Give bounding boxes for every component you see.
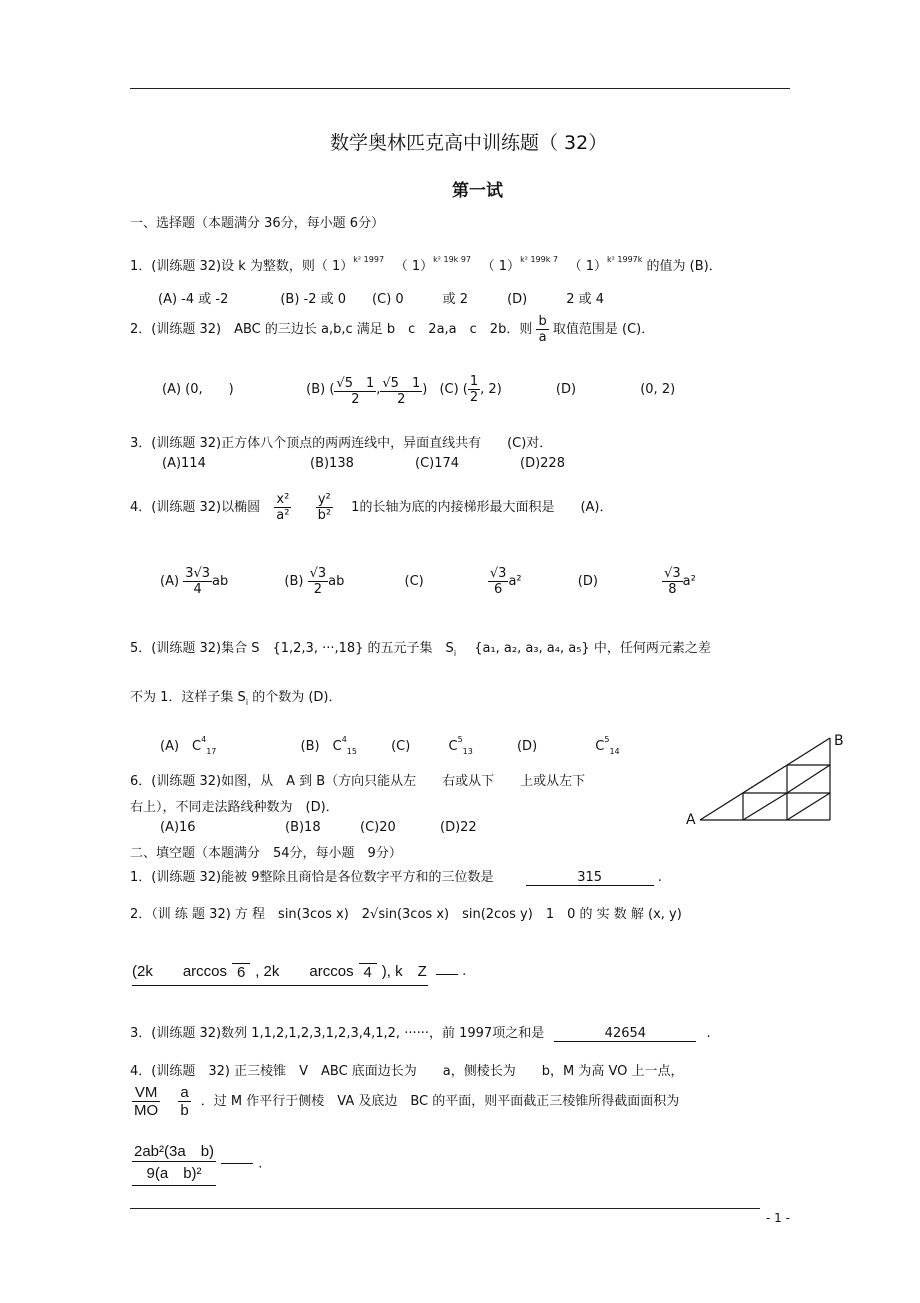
- q2-b-den-2: 2: [397, 392, 406, 407]
- q2-c-tail: , 2): [480, 382, 502, 397]
- q4-d-num: √3: [664, 566, 681, 581]
- q5-option-b: (B) C: [300, 739, 342, 754]
- q4-d-den: 8: [668, 582, 677, 597]
- figure-diag-2: [787, 793, 830, 820]
- q2-option-d-label: (D): [555, 382, 577, 397]
- q6-option-c: (C)20: [360, 820, 396, 835]
- page-title: 数学奥林匹克高中训练题（ 32）: [330, 132, 608, 154]
- q6-grid-figure: [690, 728, 850, 828]
- q2-c-num: 1: [469, 374, 479, 389]
- q4-b-den: 2: [313, 582, 322, 597]
- fill-2-frac-1: [232, 963, 250, 981]
- question-3: 3．(训练题 32)正方体八个顶点的两两连线中，异面直线共有 (C)对．: [130, 436, 553, 451]
- q4-b-label: (B): [284, 574, 304, 589]
- fill-2-ans-b: , 2k arccos: [255, 963, 354, 980]
- fill-3: [130, 1022, 711, 1042]
- fill-2-ans-c: ), k Z: [381, 963, 427, 980]
- question-5-line-2: [130, 686, 341, 705]
- fill-3-stem: 3．(训练题 32)数列 1,1,2,1,2,3,1,2,3,4,1,2, ······，前 1997项之和是: [130, 1026, 545, 1041]
- fill-4-line-2: [132, 1084, 679, 1119]
- q2-option-c-frac: [468, 374, 480, 405]
- q1-term-4: （ 1）: [575, 259, 608, 274]
- q4-x-num: x²: [274, 492, 291, 508]
- q4-y-den: b²: [317, 508, 332, 523]
- q5-option-a: (A) C: [160, 739, 202, 754]
- section-choice-heading: 一、选择题（本题满分 36分，每小题 6分）: [130, 216, 385, 231]
- footer-rule: [130, 1208, 760, 1209]
- q4-a-label: (A): [160, 574, 180, 589]
- q1-term-2: （ 1）: [401, 259, 434, 274]
- q4-c-num: √3: [489, 566, 507, 581]
- figure-diag-3: [787, 765, 830, 793]
- fill-1-answer: 315: [526, 870, 654, 886]
- header-rule: [130, 88, 790, 89]
- question-6-line-2: 右上），不同走法路线种数为 (D)．: [130, 800, 339, 815]
- fill-1: [130, 866, 662, 886]
- question-5-stem: 5．(训练题 32)集合 S {1,2,3, ···,18} 的五元子集 S: [130, 641, 454, 656]
- q4-b-tail: ab: [328, 574, 345, 589]
- q4-a-den: 4: [193, 582, 202, 597]
- fill-4-b: b: [180, 1102, 189, 1119]
- fill-4-answer: [132, 1140, 262, 1186]
- q1-tail: 的值为 (B)．: [646, 259, 722, 274]
- fill-1-end: .: [657, 870, 662, 885]
- fill-4-a: a: [180, 1084, 189, 1101]
- fill-4-ratio-right: [178, 1084, 190, 1119]
- figure-label-b: B: [834, 733, 844, 749]
- fill-3-answer: 42654: [554, 1026, 696, 1042]
- fill-1-stem: 1．(训练题 32)能被 9整除且商恰是各位数字平方和的三位数是: [130, 870, 494, 885]
- fill-4-line-1: 4．(训练题 32) 正三棱锥 V ABC 底面边长为 a，侧棱长为 b，M 为高 VO 上一点，: [130, 1064, 684, 1079]
- q5-c-label: (C): [391, 739, 411, 754]
- q2-b-num-2: √5 1: [380, 372, 422, 392]
- fill-4-mo: MO: [134, 1102, 159, 1119]
- q2-option-c-label: (C): [439, 382, 459, 397]
- q5-line2-c: 的个数为 (D)．: [252, 690, 342, 705]
- q2-frac-denominator: a: [538, 330, 547, 345]
- q4-d-label: (D): [577, 574, 598, 589]
- fill-4-end: .: [258, 1156, 263, 1172]
- fill-2-end: [436, 964, 466, 979]
- figure-hypotenuse: [700, 738, 830, 820]
- fill-4-answer-frac: [132, 1140, 216, 1186]
- q2-fraction: [536, 314, 548, 345]
- q2-b-den-1: 2: [351, 392, 360, 407]
- q4-frac-y: [316, 492, 333, 523]
- q5-set: {a₁, a₂, a₃, a₄, a₅} 中，任何两元素之差: [474, 641, 711, 656]
- q4-b-frac: [308, 566, 329, 597]
- q6-option-a: (A)16: [160, 820, 196, 835]
- fill-4-line-2-text: ．过 M 作平行于侧棱 VA 及底边 BC 的平面，则平面截正三棱锥所得截面面积为: [200, 1094, 680, 1109]
- q1-exponent-2: k² 19k 97: [433, 255, 472, 264]
- q2-frac-numerator: b: [538, 314, 547, 329]
- q5-line2-s: S: [237, 690, 246, 705]
- q1-exponent-4: k² 1997k: [607, 255, 643, 264]
- question-4-stem: 4．(训练题 32)以椭圆: [130, 500, 261, 515]
- fill-2-frac-2: [359, 963, 377, 981]
- q4-y-num: y²: [316, 492, 333, 508]
- fill-4-ans-num: 2ab²(3a b): [132, 1140, 216, 1162]
- fill-2-answer: [132, 960, 428, 986]
- fill-2-ans-a: (2k arccos: [132, 963, 228, 980]
- q1-exponent-1: k² 1997: [353, 255, 385, 264]
- q1-term-3: （ 1）: [488, 259, 521, 274]
- q5-c-sup: 5: [457, 735, 463, 744]
- q2-c-den: 2: [469, 390, 479, 405]
- question-5-options: [160, 735, 620, 754]
- question-1-options: (A) -4 或 -2 (B) -2 或 0 (C) 0 或 2 (D) 2 或 4: [158, 292, 605, 307]
- q3-option-a: (A)114: [162, 456, 206, 471]
- q5-a-sub: 17: [206, 747, 217, 756]
- q4-frac-x: [274, 492, 291, 523]
- figure-diag-1: [743, 793, 787, 820]
- q5-option-d: C: [595, 739, 605, 754]
- q5-d-label: (D): [516, 739, 538, 754]
- fill-2-den-1: 6: [236, 963, 246, 981]
- question-1: [130, 255, 722, 274]
- q2-option-a: (A) (0, ): [162, 382, 234, 397]
- q5-d-sup: 5: [604, 735, 610, 744]
- q3-option-b: (B)138: [310, 456, 354, 471]
- q5-line2-sub-i: i: [245, 698, 249, 707]
- q4-a-frac: [183, 566, 212, 597]
- q4-a-num: 3√3: [185, 566, 211, 581]
- q4-c-tail: a²: [508, 574, 522, 589]
- question-6-line-1: 6．(训练题 32)如图，从 A 到 B（方向只能从左 右或从下 上或从左下: [130, 774, 586, 789]
- q2-option-b-frac-1: [334, 372, 376, 407]
- q5-option-c: C: [448, 739, 458, 754]
- q4-c-den: 6: [494, 582, 503, 597]
- q2-option-d-value: (0, 2): [640, 382, 676, 397]
- fill-3-end: .: [706, 1026, 711, 1041]
- q4-c-label: (C): [404, 574, 424, 589]
- page-number: - 1 -: [766, 1211, 790, 1225]
- question-2: [130, 314, 654, 345]
- q6-option-d: (D)22: [440, 820, 477, 835]
- q4-b-num: √3: [309, 566, 327, 581]
- q4-c-frac: [488, 566, 509, 597]
- q5-b-sub: 15: [346, 747, 357, 756]
- q2-b-num-1: √5 1: [334, 372, 376, 392]
- q4-a-tail: ab: [212, 574, 229, 589]
- q6-option-b: (B)18: [285, 820, 321, 835]
- figure-label-a: A: [686, 812, 696, 828]
- section-fill-heading: 二、填空题（本题满分 54分，每小题 9分）: [130, 846, 402, 861]
- q5-line2-a: 不为 1．这样子集: [130, 690, 234, 705]
- fill-4-ans-den: 9(a b)²: [146, 1165, 202, 1182]
- q5-b-sup: 4: [341, 735, 347, 744]
- fill-2: 2．（训 练 题 32) 方 程 sin(3cos x) 2√sin(3cos x) sin(2cos y) 1 0 的 实 数 解 (x, y): [130, 907, 682, 922]
- q4-d-frac: [662, 566, 683, 597]
- q3-option-d: (D)228: [520, 456, 565, 471]
- q5-a-sup: 4: [201, 735, 207, 744]
- page-subtitle: 第一试: [452, 181, 503, 201]
- question-2-stem: 2．(训练题 32) ABC 的三边长 a,b,c 满足 b c 2a,a c 2b．则: [130, 322, 533, 337]
- q4-tail: 1的长轴为底的内接梯形最大面积是 (A)．: [351, 500, 613, 515]
- fill-4-ratio-left: [132, 1084, 160, 1119]
- q1-exponent-3: k² 199k 7: [520, 255, 558, 264]
- question-1-stem: 1．(训练题 32)设 k 为整数，则（ 1）: [130, 259, 354, 274]
- q5-d-sub: 14: [609, 747, 620, 756]
- fill-2-end-mark: .: [462, 964, 467, 979]
- q2-option-b-label: (B): [306, 382, 326, 397]
- question-2-options: (A) (0, ) (B) ( $\frac{√5 1}{2}$ , $\frac{√5 1}{2}$ ) (C) ( $\frac{1}{2}$ , 2) (D) (0, 2): [162, 374, 676, 407]
- q4-x-den: a²: [276, 508, 290, 523]
- question-4-options: [160, 566, 696, 597]
- question-4: [130, 492, 612, 523]
- q4-d-tail: a²: [682, 574, 696, 589]
- q5-subscript-i: i: [453, 649, 457, 658]
- fill-4-vm: VM: [132, 1084, 160, 1102]
- q2-tail: 取值范围是 (C)．: [552, 322, 655, 337]
- q5-c-sub: 13: [462, 747, 473, 756]
- q3-option-c: (C)174: [415, 456, 460, 471]
- question-5: [130, 637, 711, 656]
- fill-2-den-2: 4: [363, 963, 372, 981]
- q2-option-b-frac-2: [380, 372, 422, 407]
